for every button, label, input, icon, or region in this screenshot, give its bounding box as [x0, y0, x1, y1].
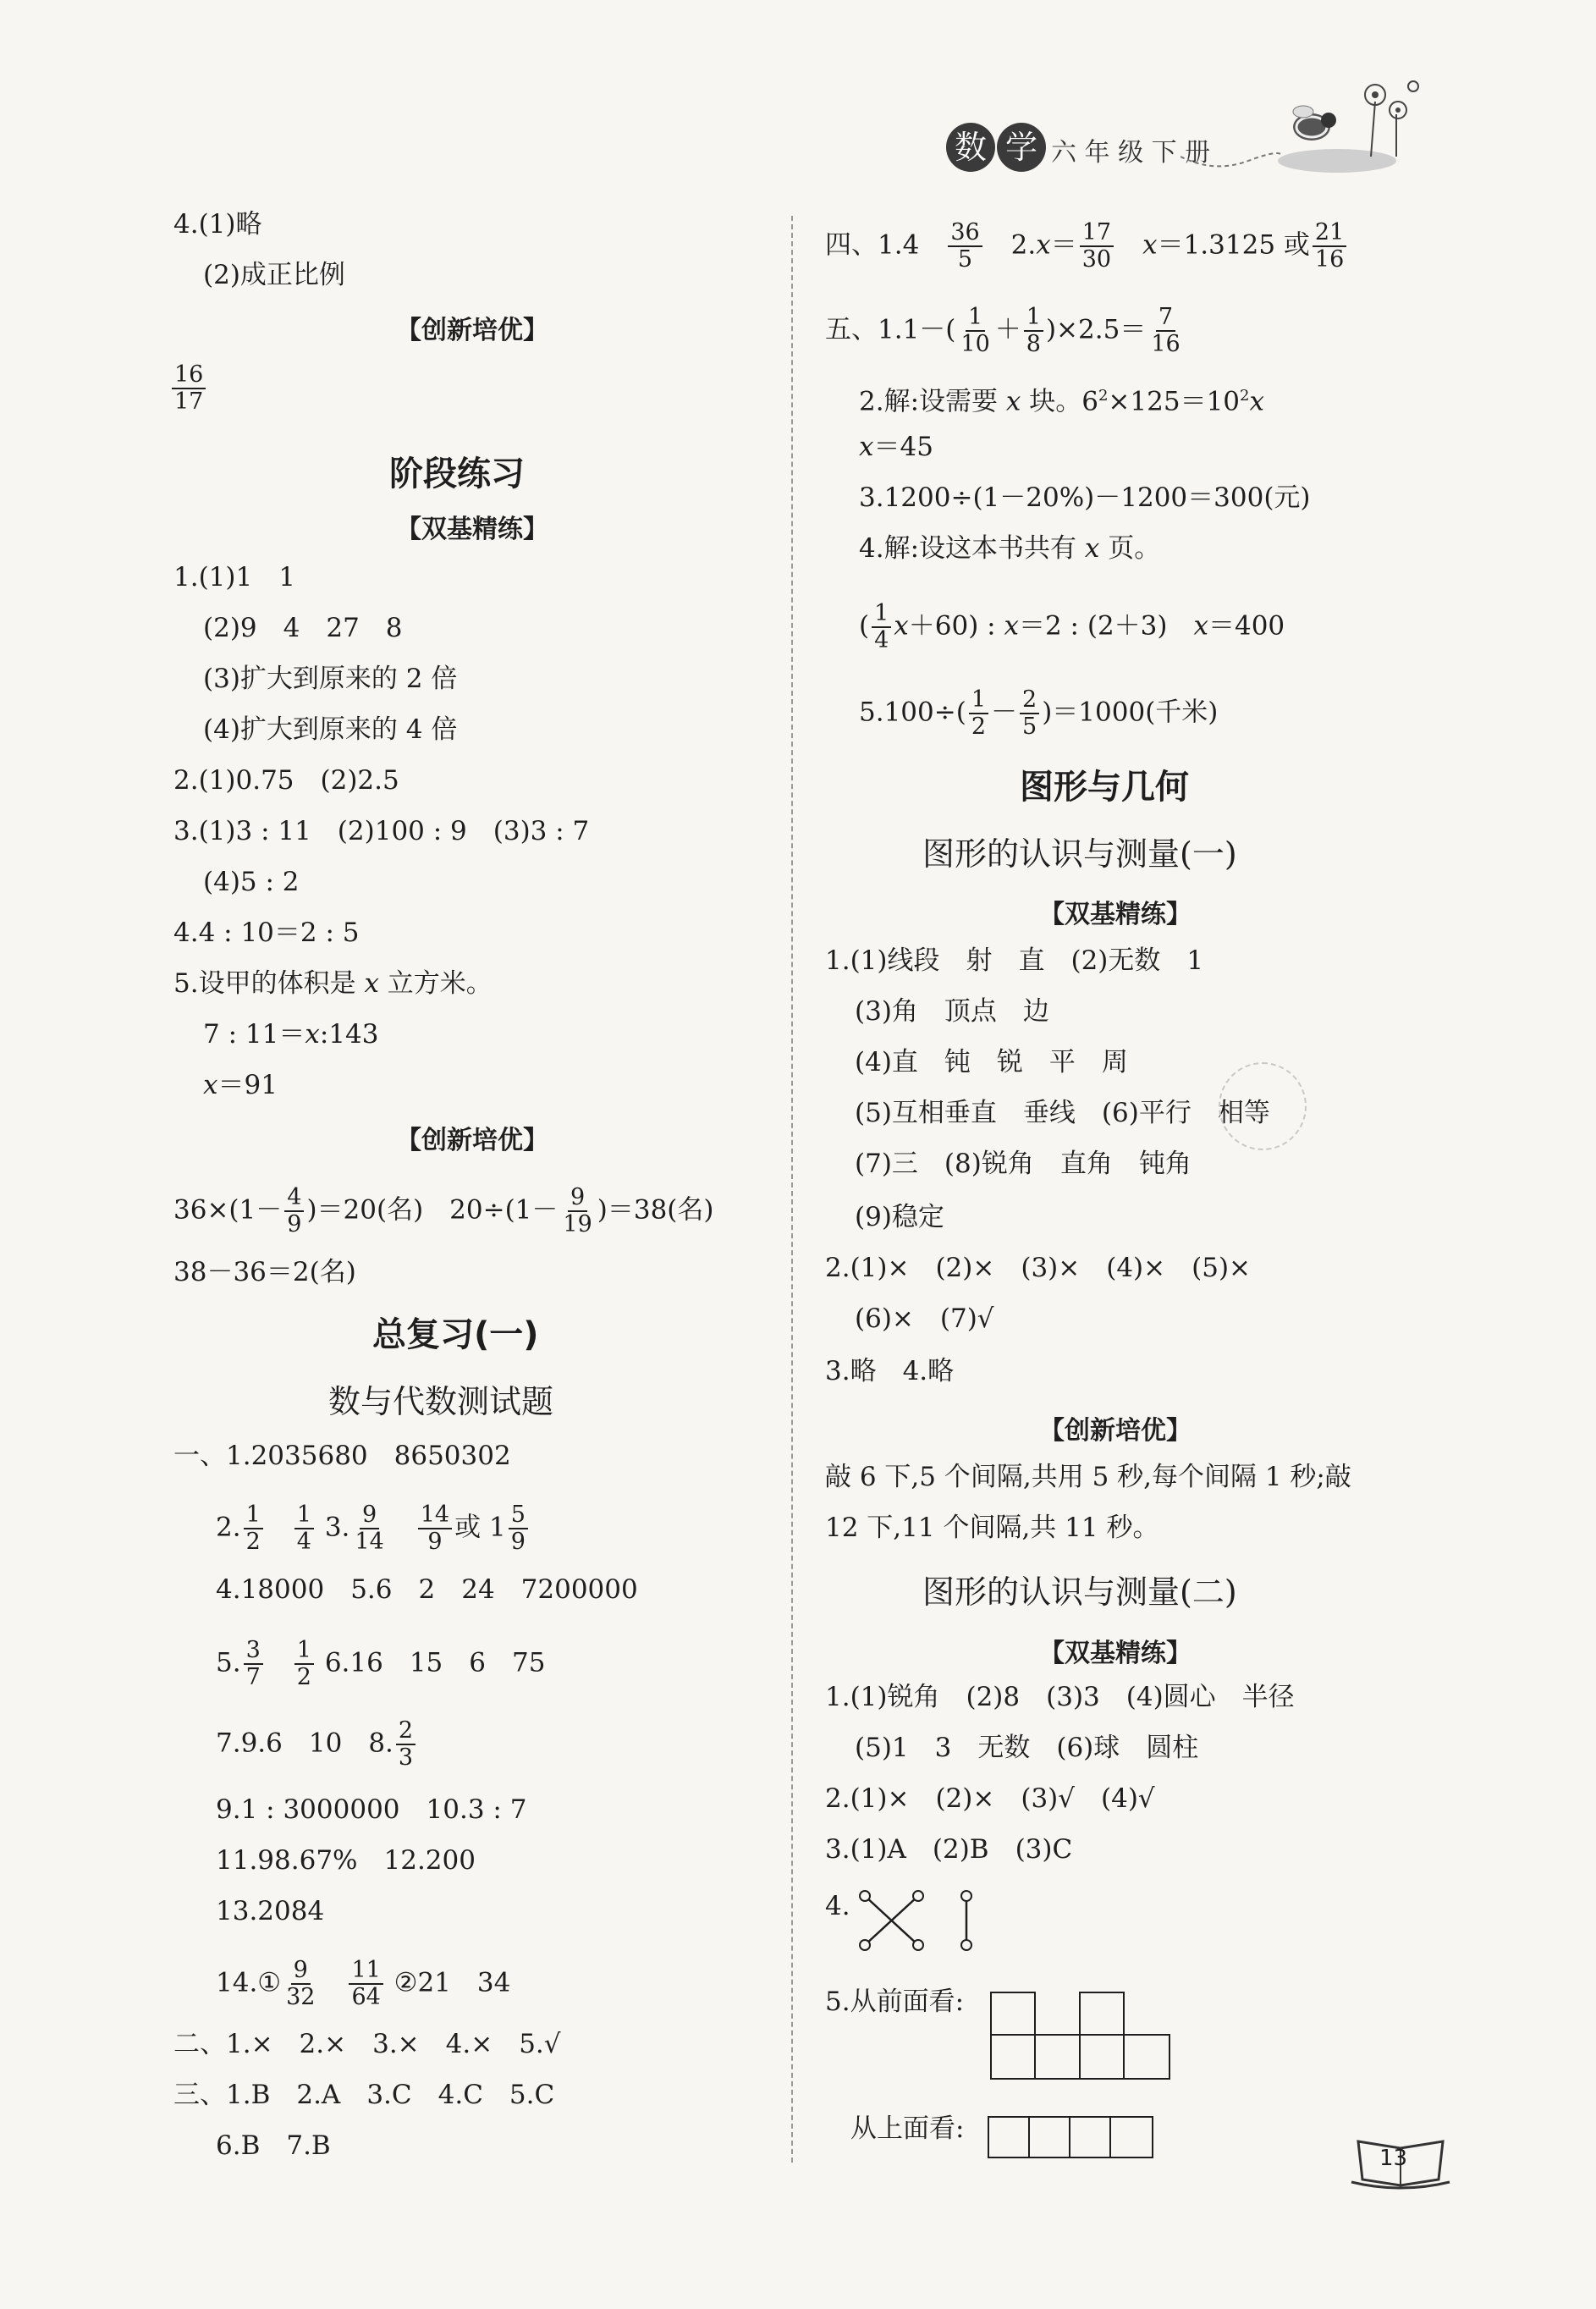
answer-line: 2.(1)0.75 (2)2.5 — [173, 765, 399, 796]
answer-line: 二、1.× 2.× 3.× 4.× 5.√ — [173, 2029, 561, 2059]
answer-line: 14.① $\frac{9}{32}$ $\frac{11}{64}$ ②21 34 — [216, 1957, 511, 2010]
front-view-cell — [1123, 2034, 1170, 2080]
answer-line: 3.(1)A (2)B (3)C — [825, 1834, 1073, 1865]
answer-line: 4. — [825, 1891, 850, 1921]
fraction: $\frac{2}{5}$ — [1020, 687, 1039, 740]
fraction: $\frac{17}{30}$ — [1080, 220, 1114, 273]
front-view-cell — [1079, 2034, 1125, 2080]
answer-line: (4)扩大到原来的 4 倍 — [203, 714, 458, 745]
fraction: $\frac{9}{19}$ — [563, 1184, 592, 1237]
answer-line: 3.略 4.略 — [825, 1356, 955, 1386]
section-tag-shuangji: 【双基精练】 — [396, 515, 548, 544]
front-view-cell — [1034, 2034, 1081, 2080]
header-subtitle: 六 年 级 下 册 — [1051, 138, 1211, 168]
fraction: $\frac{1}{8}$ — [1024, 305, 1043, 357]
column-divider — [791, 216, 793, 2163]
answer-line — [169, 362, 208, 415]
answer-line: 五、1.1－( $\frac{1}{10}$ ＋ $\frac{1}{8}$ )×2.5＝ $\frac{7}{16}$ — [825, 305, 1186, 357]
matching-lines-figure — [855, 1887, 990, 1955]
answer-line: x＝45 — [859, 432, 933, 462]
front-view-cell — [990, 1992, 1036, 2036]
answer-line: 38－36＝2(名) — [173, 1257, 356, 1287]
answer-line: 3.1200÷(1－20%)－1200＝300(元) — [859, 482, 1311, 513]
fraction: $\frac{1}{4}$ — [294, 1502, 314, 1555]
fraction: $\frac{36}{5}$ — [948, 220, 982, 273]
heading-celiang-2: 图形的认识与测量(二) — [922, 1573, 1237, 1611]
answer-line: 7.9.6 10 8. $\frac{2}{3}$ — [216, 1718, 418, 1771]
fraction: $\frac{1}{2}$ — [969, 687, 988, 740]
answer-line: 1.(1)1 1 — [173, 562, 295, 592]
fraction: $\frac{14}{9}$ — [418, 1502, 452, 1555]
answer-line: 3.(1)3 : 11 (2)100 : 9 (3)3 : 7 — [173, 816, 590, 846]
answer-line: 四、1.4 $\frac{36}{5}$ 2.x＝ $\frac{17}{30}$ x＝1.3125 或 $\frac{21}{16}$ — [825, 220, 1349, 273]
answer-line: 4.(1)略 — [173, 209, 262, 240]
answer-line: ( $\frac{1}{4}$ x＋60) : x＝2 : (2＋3) x＝400 — [859, 600, 1285, 653]
fraction: $\frac{11}{64}$ — [349, 1958, 382, 2010]
section-tag-shuangji: 【双基精练】 — [1039, 1639, 1191, 1668]
answer-line: 1.(1)锐角 (2)8 (3)3 (4)圆心 半径 — [825, 1682, 1295, 1712]
top-view-cell — [1109, 2116, 1153, 2158]
fraction: $\frac{21}{16}$ — [1313, 220, 1346, 273]
answer-line: 5.100÷( $\frac{1}{2}$ － $\frac{2}{5}$ )＝1000(千米) — [859, 686, 1219, 740]
section-tag-chuangxin: 【创新培优】 — [396, 316, 548, 345]
brand-circle-1: 数 — [946, 123, 995, 172]
answer-line: 11.98.67% 12.200 — [216, 1845, 476, 1876]
answer-line: 2.解:设需要 x 块。$6^2\times 125=10^2x$ — [859, 386, 1264, 417]
answer-line: 12 下,11 个间隔,共 11 秒。 — [825, 1513, 1159, 1543]
fraction: $\frac{9}{32}$ — [286, 1957, 316, 2010]
answer-line: 一、1.2035680 8650302 — [173, 1441, 511, 1471]
fraction: $\frac{1}{4}$ — [872, 601, 891, 653]
page-number: 13 — [1379, 2146, 1408, 2171]
answer-line: (3)扩大到原来的 2 倍 — [203, 664, 458, 694]
answer-line: 1.(1)线段 射 直 (2)无数 1 — [825, 945, 1204, 976]
fraction: $\frac{5}{9}$ — [509, 1502, 528, 1555]
fraction: $\frac{1}{2}$ — [294, 1638, 314, 1690]
heading-jieduan: 阶段练习 — [389, 455, 525, 493]
answer-line: (5)互相垂直 垂线 (6)平行 相等 — [855, 1098, 1270, 1128]
answer-line: 2.(1)× (2)× (3)× (4)× (5)× — [825, 1253, 1252, 1283]
front-view-cell — [1079, 1992, 1125, 2036]
fraction: $\frac{1}{10}$ — [960, 304, 990, 357]
answer-line: (4)直 钝 锐 平 周 — [855, 1047, 1128, 1077]
fraction: $\frac{4}{9}$ — [284, 1185, 304, 1237]
answer-line: 6.B 7.B — [216, 2130, 331, 2161]
heading-tuxing: 图形与几何 — [1020, 768, 1189, 807]
answer-line: 36×(1－ $\frac{4}{9}$ )＝20(名) 20÷(1－ $\frac{9}{19}$ )＝38(名) — [173, 1184, 714, 1237]
answer-line: 13.2084 — [216, 1896, 325, 1926]
answer-line: (5)1 3 无数 (6)球 圆柱 — [855, 1733, 1199, 1763]
fraction: $\frac{16}{17}$ — [172, 362, 206, 415]
section-tag-chuangxin: 【创新培优】 — [1039, 1416, 1191, 1446]
answer-line: (9)稳定 — [855, 1202, 944, 1232]
fraction: $\frac{7}{16}$ — [1151, 304, 1180, 357]
fraction: $\frac{9}{14}$ — [355, 1502, 384, 1555]
answer-line: (7)三 (8)锐角 直角 钝角 — [855, 1149, 1191, 1179]
answer-line: 9.1 : 3000000 10.3 : 7 — [216, 1794, 527, 1825]
top-view-cell — [988, 2116, 1030, 2158]
answer-line: 7 : 11＝x:143 — [203, 1019, 379, 1050]
top-view-cell — [1028, 2116, 1070, 2158]
answer-line: (6)× (7)√ — [855, 1303, 994, 1334]
bee-flowers-illustration — [1278, 68, 1422, 178]
section-tag-shuangji: 【双基精练】 — [1039, 900, 1191, 929]
front-view-cell — [990, 2034, 1036, 2080]
answer-line: 三、1.B 2.A 3.C 4.C 5.C — [173, 2080, 555, 2110]
fraction: $\frac{2}{3}$ — [396, 1718, 416, 1771]
fraction: $\frac{3}{7}$ — [244, 1638, 263, 1690]
answer-line: 5.从前面看: — [825, 1987, 965, 2017]
answer-line: (3)角 顶点 边 — [855, 996, 1049, 1027]
answer-line: x＝91 — [203, 1070, 278, 1100]
header-dashed-curve — [1180, 148, 1282, 174]
answer-line: 4.4 : 10＝2 : 5 — [173, 918, 360, 948]
answer-line: (2)9 4 27 8 — [203, 613, 403, 643]
answer-line: 5. $\frac{3}{7}$ $\frac{1}{2}$ 6.16 15 6 75 — [216, 1637, 546, 1690]
answer-line: 从上面看: — [850, 2113, 965, 2144]
answer-line: 敲 6 下,5 个间隔,共用 5 秒,每个间隔 1 秒;敲 — [825, 1462, 1351, 1492]
answer-line: 4.解:设这本书共有 x 页。 — [859, 533, 1161, 564]
answer-line: 2. $\frac{1}{2}$ $\frac{1}{4}$ 3. $\frac{9}{14}$ $\frac{14}{9}$ 或 1 $\frac{5}{9}$ — [216, 1502, 531, 1555]
heading-celiang-1: 图形的认识与测量(一) — [922, 835, 1237, 873]
answer-line: (2)成正比例 — [203, 260, 345, 290]
fraction: $\frac{1}{2}$ — [244, 1502, 263, 1555]
faded-stamp — [1219, 1062, 1307, 1150]
section-tag-chuangxin: 【创新培优】 — [396, 1126, 548, 1155]
top-view-cell — [1069, 2116, 1111, 2158]
heading-zongfuxi: 总复习(一) — [372, 1315, 539, 1354]
answer-line: 5.设甲的体积是 x 立方米。 — [173, 968, 493, 999]
answer-line: 4.18000 5.6 2 24 7200000 — [216, 1574, 638, 1605]
heading-shuyudaishu: 数与代数测试题 — [328, 1383, 554, 1420]
answer-line: 2.(1)× (2)× (3)√ (4)√ — [825, 1783, 1155, 1814]
brand-circle-2: 学 — [997, 123, 1046, 172]
answer-line: (4)5 : 2 — [203, 867, 300, 897]
